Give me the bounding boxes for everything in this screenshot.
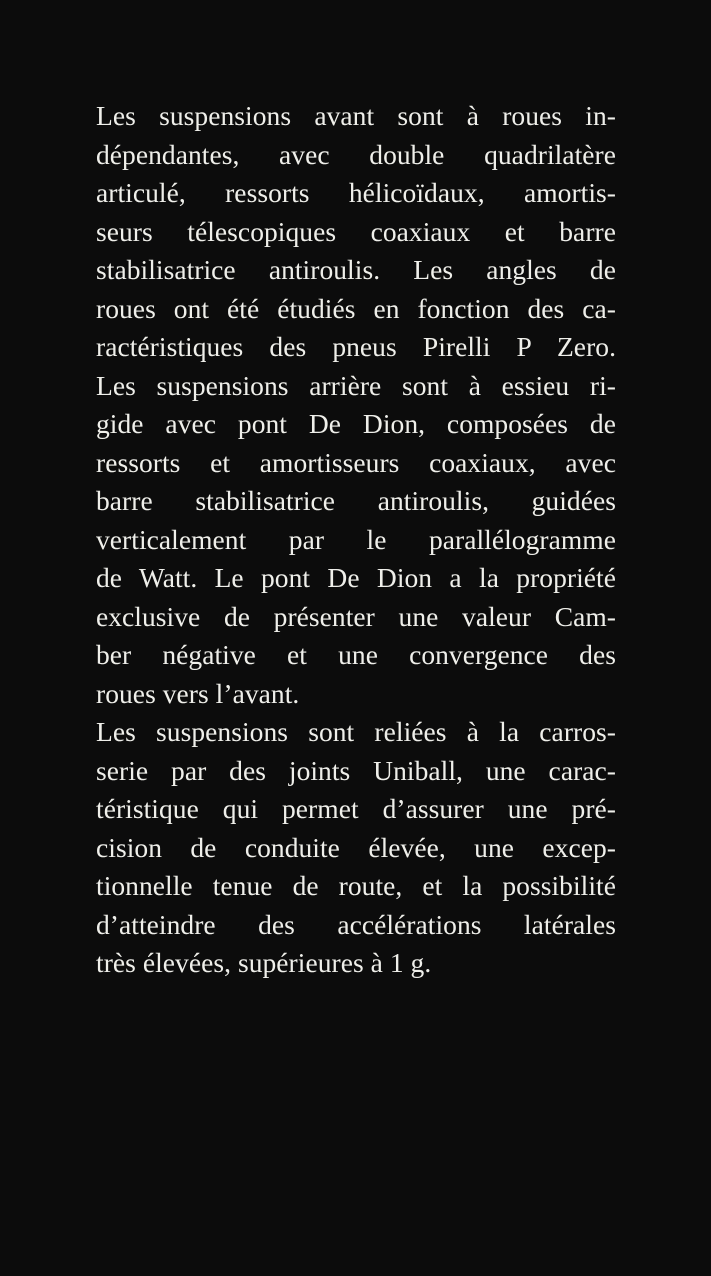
text-line: serie par des joints Uniball, une carac- (96, 754, 616, 786)
text-line: roues ont été étudiés en fonction des ca- (96, 292, 616, 324)
text-line: de Watt. Le pont De Dion a la propriété (96, 562, 616, 593)
text-line: articulé, ressorts hélicoïdaux, amortis- (96, 177, 616, 208)
text-line: verticalement par le parallélogramme (96, 523, 616, 555)
text-line: gide avec pont De Dion, composées de (96, 408, 616, 439)
text-line: barre stabilisatrice antiroulis, guidées (96, 485, 616, 516)
text-line: d’atteindre des accélérations latérales (96, 908, 616, 940)
text-line: stabilisatrice antiroulis. Les angles de (96, 254, 616, 285)
text-line: ber négative et une convergence des (96, 639, 616, 670)
text-line: très élevées, supérieures à 1 g. (96, 947, 432, 978)
body-text (96, 97, 616, 983)
text-line: dépendantes, avec double quadrilatère (96, 138, 616, 170)
text-line: roues vers l’avant. (96, 677, 300, 709)
text-line: Les suspensions sont reliées à la carros- (96, 716, 616, 747)
text-line: exclusive de présenter une valeur Cam- (96, 600, 616, 632)
text-line: Les suspensions arrière sont à essieu ri- (96, 369, 616, 401)
text-line: téristique qui permet d’assurer une pré- (96, 793, 616, 824)
text-line: seurs télescopiques coaxiaux et barre (96, 215, 616, 247)
text-line: tionnelle tenue de route, et la possibilité (96, 870, 616, 901)
text-line: Les suspensions avant sont à roues in- (96, 100, 616, 131)
text-line: ractéristiques des pneus Pirelli P Zero. (96, 331, 616, 362)
text-line: ressorts et amortisseurs coaxiaux, avec (96, 446, 616, 478)
text-line: cision de conduite élevée, une excep- (96, 831, 616, 863)
